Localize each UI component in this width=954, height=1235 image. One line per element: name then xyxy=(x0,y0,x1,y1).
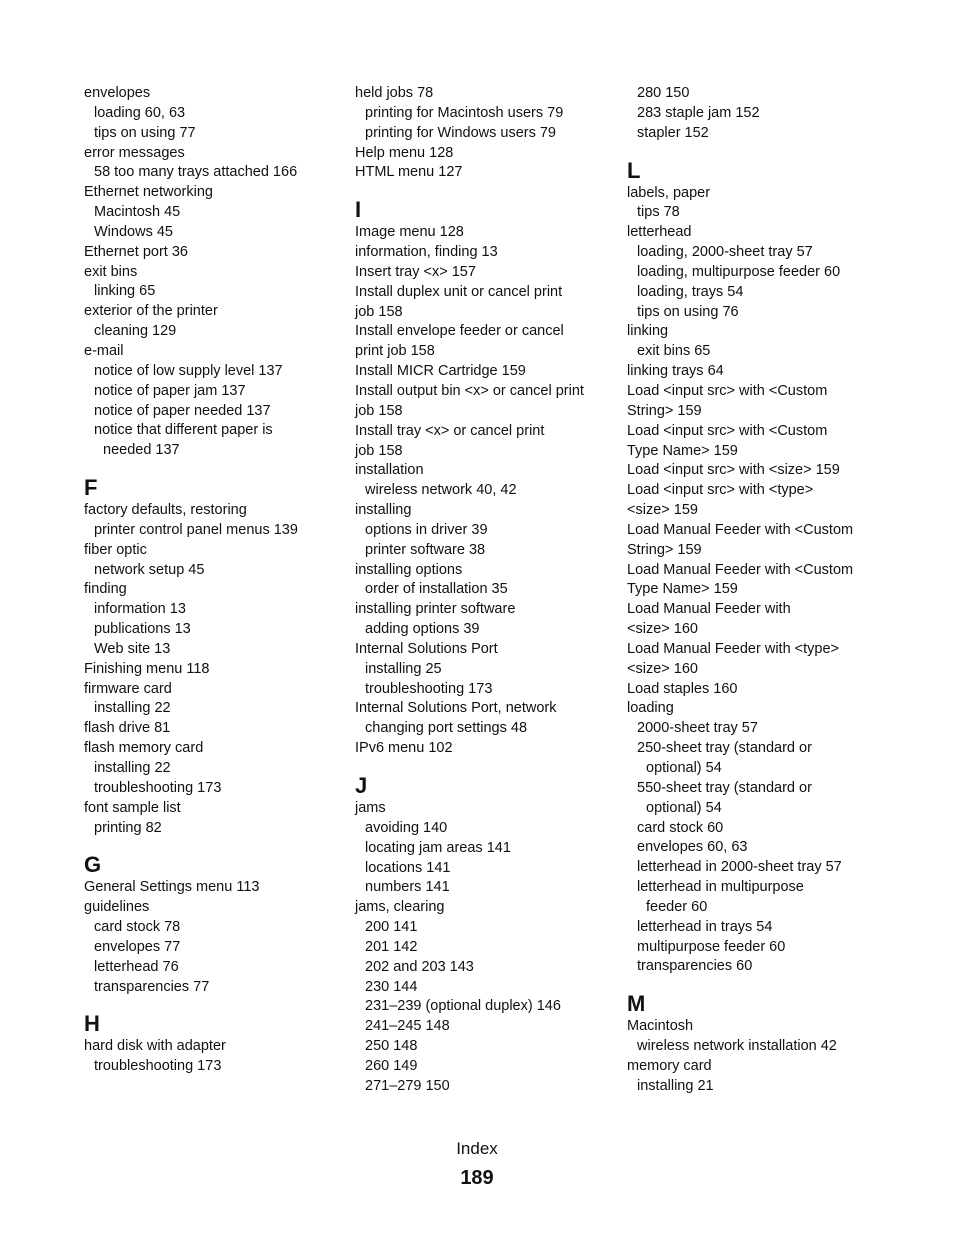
index-subentry: needed 137 xyxy=(103,442,180,459)
index-subentry: stapler 152 xyxy=(637,124,709,141)
index-entry: firmware card xyxy=(84,680,172,697)
index-entry: Ethernet port 36 xyxy=(84,243,188,260)
index-entry: <size> 160 xyxy=(627,621,698,638)
index-subentry: letterhead in multipurpose xyxy=(637,879,804,896)
index-letter-heading: L xyxy=(627,157,641,183)
index-letter-heading: G xyxy=(84,852,102,878)
index-entry: General Settings menu 113 xyxy=(84,879,260,896)
index-subentry: card stock 78 xyxy=(94,919,181,936)
index-letter-heading: J xyxy=(355,773,368,798)
index-subentry: installing 22 xyxy=(94,760,171,776)
index-subentry: 260 149 xyxy=(365,1057,418,1074)
index-entry: Load staples 160 xyxy=(627,680,738,697)
index-entry: envelopes xyxy=(84,85,151,101)
index-subentry: avoiding 140 xyxy=(365,819,448,836)
index-entry: Install output bin <x> or cancel print xyxy=(355,382,584,399)
index-entry: Load <input src> with <Custom xyxy=(627,382,828,399)
index-entry: Type Name> 159 xyxy=(627,442,738,459)
index-entry: held jobs 78 xyxy=(355,85,434,101)
index-entry: String> 159 xyxy=(627,541,702,558)
footer-section-label: Index xyxy=(456,1139,498,1158)
index-entry: e-mail xyxy=(84,342,124,359)
index-entry: hard disk with adapter xyxy=(84,1038,226,1055)
index-subentry: multipurpose feeder 60 xyxy=(637,938,786,955)
index-entry: Load Manual Feeder with xyxy=(627,601,791,618)
index-entry: Help menu 128 xyxy=(355,144,454,161)
index-subentry: troubleshooting 173 xyxy=(94,779,222,796)
index-subentry: wireless network 40, 42 xyxy=(365,482,517,499)
index-entry: installing printer software xyxy=(355,601,516,618)
index-subentry: letterhead in 2000-sheet tray 57 xyxy=(637,859,842,876)
index-subentry: loading, trays 54 xyxy=(637,283,744,300)
index-entry: Load <input src> with <type> xyxy=(627,482,814,499)
index-entry: Load Manual Feeder with <Custom xyxy=(627,561,854,578)
index-entry: Load <input src> with <size> 159 xyxy=(627,462,840,479)
index-entry: loading xyxy=(627,700,674,717)
index-letter-heading: I xyxy=(355,197,362,223)
index-subentry: 283 staple jam 152 xyxy=(637,104,760,121)
index-subentry: loading 60, 63 xyxy=(94,104,186,121)
index-entry: font sample list xyxy=(84,799,181,816)
index-entry: Image menu 128 xyxy=(355,224,464,241)
index-subentry: 230 144 xyxy=(365,978,418,995)
index-letter-heading: H xyxy=(84,1011,100,1037)
index-entry: String> 159 xyxy=(627,402,702,419)
index-subentry: 271–279 150 xyxy=(365,1077,450,1094)
index-subentry: envelopes 60, 63 xyxy=(637,839,748,856)
index-entry: Internal Solutions Port, network xyxy=(355,700,557,717)
index-subentry: troubleshooting 173 xyxy=(365,680,493,697)
index-subentry: notice that different paper is xyxy=(94,422,273,439)
index-subentry: 2000-sheet tray 57 xyxy=(637,720,758,737)
index-subentry: printing for Macintosh users 79 xyxy=(365,104,564,121)
index-subentry: troubleshooting 173 xyxy=(94,1058,222,1075)
index-entry: memory card xyxy=(627,1057,712,1074)
index-subentry: 550-sheet tray (standard or xyxy=(637,779,812,796)
index-subentry: changing port settings 48 xyxy=(365,720,528,737)
index-subentry: loading, multipurpose feeder 60 xyxy=(637,263,841,280)
index-entry: linking trays 64 xyxy=(627,363,724,380)
index-subentry: feeder 60 xyxy=(646,898,708,915)
index-subentry: publications 13 xyxy=(94,621,191,638)
index-subentry: Web site 13 xyxy=(94,640,171,657)
index-subentry: numbers 141 xyxy=(365,879,450,896)
index-entry: job 158 xyxy=(355,442,403,459)
index-subentry: notice of low supply level 137 xyxy=(94,362,283,379)
index-subentry: installing 21 xyxy=(637,1077,714,1094)
index-entry: <size> 159 xyxy=(627,502,698,519)
index-subentry: Windows 45 xyxy=(94,223,173,240)
index-subentry: 250-sheet tray (standard or xyxy=(637,740,812,757)
index-subentry: 241–245 148 xyxy=(365,1018,450,1035)
index-entry: Type Name> 159 xyxy=(627,581,738,598)
index-subentry: linking 65 xyxy=(94,283,156,300)
index-subentry: printer control panel menus 139 xyxy=(94,521,298,538)
index-entry: Finishing menu 118 xyxy=(84,660,210,677)
index-entry: flash memory card xyxy=(84,740,204,757)
index-entry: Install tray <x> or cancel print xyxy=(355,422,545,439)
index-entry: Install envelope feeder or cancel xyxy=(355,323,564,340)
index-entry: Load Manual Feeder with <Custom xyxy=(627,521,854,538)
index-entry: installing xyxy=(355,502,412,519)
index-entry: fiber optic xyxy=(84,541,147,558)
index-column-3 xyxy=(627,84,889,1097)
index-entry: information, finding 13 xyxy=(355,244,498,261)
index-subentry: 231–239 (optional duplex) 146 xyxy=(365,998,561,1015)
index-column-1 xyxy=(84,84,336,1077)
index-entry: HTML menu 127 xyxy=(355,164,463,181)
index-subentry: letterhead 76 xyxy=(94,958,179,975)
index-entry: Insert tray <x> 157 xyxy=(355,263,476,280)
index-subentry: printing for Windows users 79 xyxy=(365,124,556,141)
index-subentry: 58 too many trays attached 166 xyxy=(94,164,298,181)
index-subentry: 280 150 xyxy=(637,85,690,101)
index-subentry: 201 142 xyxy=(365,938,418,955)
index-column-2 xyxy=(355,84,607,1097)
index-entry: factory defaults, restoring xyxy=(84,502,247,519)
index-entry: guidelines xyxy=(84,899,150,916)
index-subentry: transparencies 60 xyxy=(637,958,753,975)
index-subentry: 202 and 203 143 xyxy=(365,958,474,975)
index-entry: exit bins xyxy=(84,263,138,280)
index-subentry: cleaning 129 xyxy=(94,323,177,340)
index-entry: flash drive 81 xyxy=(84,720,171,737)
index-subentry: printer software 38 xyxy=(365,541,486,558)
index-entry: job 158 xyxy=(355,303,403,320)
index-subentry: tips on using 77 xyxy=(94,124,196,141)
index-subentry: order of installation 35 xyxy=(365,581,508,598)
index-subentry: letterhead in trays 54 xyxy=(637,918,773,935)
index-letter-heading: M xyxy=(627,991,646,1017)
index-entry: <size> 160 xyxy=(627,660,698,677)
index-entry: letterhead xyxy=(627,224,692,241)
index-subentry: loading, 2000-sheet tray 57 xyxy=(637,244,813,261)
index-subentry: optional) 54 xyxy=(646,760,722,776)
page-number: 189 xyxy=(460,1167,494,1189)
index-subentry: wireless network installation 42 xyxy=(637,1038,837,1055)
index-entry: Internal Solutions Port xyxy=(355,640,498,657)
index-subentry: options in driver 39 xyxy=(365,521,488,538)
index-subentry: notice of paper needed 137 xyxy=(94,402,271,419)
index-subentry: installing 22 xyxy=(94,700,171,717)
index-entry: Macintosh xyxy=(627,1018,694,1035)
index-entry: Load Manual Feeder with <type> xyxy=(627,640,839,657)
index-subentry: tips on using 76 xyxy=(637,303,739,320)
index-subentry: network setup 45 xyxy=(94,561,205,578)
index-entry: Load <input src> with <Custom xyxy=(627,422,828,439)
index-subentry: 250 148 xyxy=(365,1038,418,1055)
index-entry: labels, paper xyxy=(627,184,711,201)
index-entry: job 158 xyxy=(355,402,403,419)
index-subentry: adding options 39 xyxy=(365,621,480,638)
index-subentry: envelopes 77 xyxy=(94,938,181,955)
index-entry: Install MICR Cartridge 159 xyxy=(355,363,526,380)
index-entry: finding xyxy=(84,581,127,598)
index-subentry: notice of paper jam 137 xyxy=(94,382,246,399)
index-subentry: locating jam areas 141 xyxy=(365,839,511,856)
index-subentry: installing 25 xyxy=(365,660,442,677)
index-entry: installing options xyxy=(355,561,463,578)
index-entry: linking xyxy=(627,323,669,340)
index-entry: print job 158 xyxy=(355,343,435,360)
index-entry: installation xyxy=(355,462,424,479)
index-entry: IPv6 menu 102 xyxy=(355,740,453,757)
index-entry: error messages xyxy=(84,144,185,161)
index-subentry: 200 141 xyxy=(365,919,418,936)
index-entry: jams xyxy=(355,800,386,816)
index-subentry: transparencies 77 xyxy=(94,978,210,995)
index-subentry: locations 141 xyxy=(365,859,451,876)
index-subentry: tips 78 xyxy=(637,204,680,221)
index-letter-heading: F xyxy=(84,475,98,501)
index-subentry: Macintosh 45 xyxy=(94,204,181,221)
index-subentry: printing 82 xyxy=(94,819,162,836)
index-subentry: exit bins 65 xyxy=(637,343,711,360)
index-entry: jams, clearing xyxy=(355,899,445,916)
index-subentry: information 13 xyxy=(94,601,186,618)
index-entry: Install duplex unit or cancel print xyxy=(355,283,563,300)
index-subentry: optional) 54 xyxy=(646,799,722,816)
index-entry: Ethernet networking xyxy=(84,184,213,201)
index-entry: exterior of the printer xyxy=(84,303,218,320)
index-subentry: card stock 60 xyxy=(637,819,724,836)
